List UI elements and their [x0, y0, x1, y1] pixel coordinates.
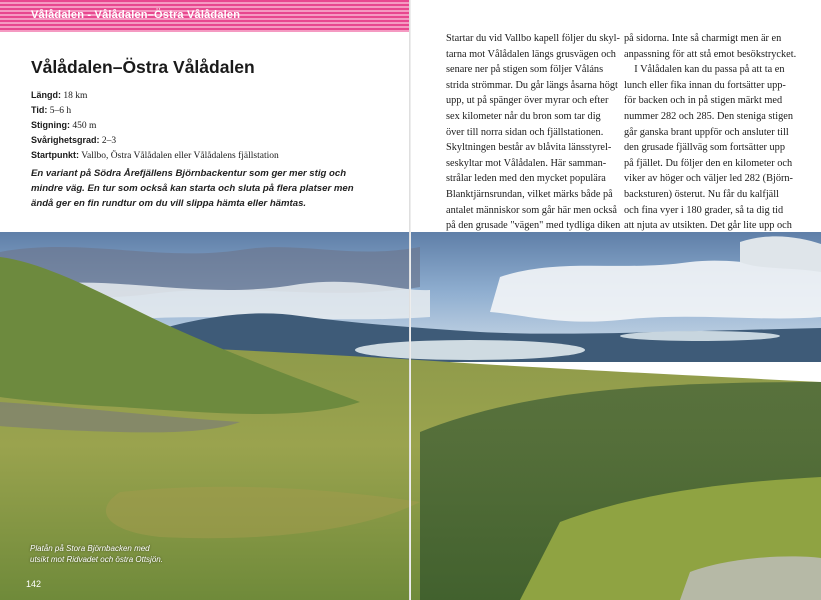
- body-line: strida strömmar. Du går längs åsarna högt: [446, 79, 618, 91]
- body-line: senare ner på stigen som följer Våláns: [446, 64, 604, 76]
- fact-start: [31, 148, 279, 163]
- body-line: Skyltningen består av blåvita länsstyrel-: [446, 142, 612, 154]
- body-line: på den grusade "vägen" med tydliga diken: [446, 220, 621, 232]
- fact-label: Startpunkt:: [31, 150, 79, 160]
- fact-value: 2–3: [101, 136, 117, 146]
- route-intro: [31, 166, 354, 211]
- fact-label: Svårighetsgrad:: [31, 135, 100, 145]
- fact-value: 18 km: [63, 91, 88, 101]
- body-line: nummer 282 och 285. Den steniga stigen: [624, 110, 794, 122]
- route-title: Vålådalen–Östra Vålådalen: [31, 57, 255, 77]
- body-line: backsturen) österut. Nu får du kalfjäll: [624, 188, 779, 200]
- body-line: för backen och in på stigen märkt med: [624, 95, 783, 107]
- fact-difficulty: [31, 133, 279, 148]
- body-line: antalet människor som går här men också: [446, 204, 617, 216]
- fact-value: 5–6 h: [49, 106, 72, 116]
- body-line: strålar leden med den mycket populära: [446, 173, 606, 185]
- book-gutter: [409, 0, 411, 600]
- body-line: I Vålådalen kan du passa på att ta en: [624, 64, 785, 76]
- page-number: 142: [26, 579, 42, 589]
- body-line: på sidorna. Inte så charmigt men är en: [624, 33, 782, 44]
- fact-label: Längd:: [31, 90, 61, 100]
- left-page: [0, 0, 410, 232]
- intro-line: ändå ger en fin rundtur om du vill slippa hämta eller hämtas.: [31, 198, 307, 209]
- body-line: anpassning för att stå emot besökstrycket.: [624, 48, 797, 60]
- body-column-2: [624, 31, 797, 234]
- caption-line: Platån på Stora Björnbacken med: [30, 544, 150, 553]
- body-line: och fina vyer i 180 grader, så ta dig tid: [624, 204, 784, 216]
- fact-value: Vallbo, Östra Vålådalen eller Vålådalens fjällstation: [81, 151, 279, 161]
- body-line: lunch eller fika innan du fortsätter upp-: [624, 79, 786, 91]
- body-line: tarna mot Vålådalen längs grusvägen och: [446, 48, 616, 60]
- body-column-1: [446, 31, 621, 234]
- fact-climb: [31, 118, 279, 133]
- body-line: Blanktjärnsrundan, vilket märks både på: [446, 188, 613, 200]
- fact-time: [31, 103, 279, 118]
- body-line: den grusade fjällväg som fortsätter upp: [624, 142, 785, 154]
- fact-value: 450 m: [72, 121, 97, 131]
- body-line: att njuta av utsikten. Det går lite upp och: [624, 220, 792, 232]
- caption-line: utsikt mot Ridvadet och östra Ottsjön.: [30, 555, 163, 564]
- body-line: går ganska brant uppför och ansluter till: [624, 126, 789, 138]
- fact-label: Tid:: [31, 105, 48, 115]
- route-facts: [31, 88, 279, 163]
- body-line: upp, ut på spänger över myrar och efter: [446, 95, 609, 107]
- body-line: seskyltar mot Vålådalen. Här samman-: [446, 157, 607, 169]
- body-line: på fjället. Du följer den en kilometer och: [624, 157, 793, 169]
- running-title: Vålådalen - Vålådalen–Östra Vålådalen: [31, 9, 241, 21]
- photo-caption: [30, 543, 163, 565]
- body-line: över till norra sidan och fjällstationen.: [446, 126, 604, 138]
- intro-line: mindre väg. En tur som också kan starta och sluta på flera platser men: [31, 183, 354, 194]
- body-line: Startar du vid Vallbo kapell följer du skyl-: [446, 33, 620, 44]
- intro-line: En variant på Södra Årefjällens Björnbackentur som ger mer stig och: [31, 168, 347, 179]
- fact-length: [31, 88, 279, 103]
- body-line: sex kilometer når du bron som tar dig: [446, 110, 601, 122]
- fact-label: Stigning:: [31, 120, 70, 130]
- body-line: viker av höger och väljer led 282 (Björn-: [624, 173, 793, 185]
